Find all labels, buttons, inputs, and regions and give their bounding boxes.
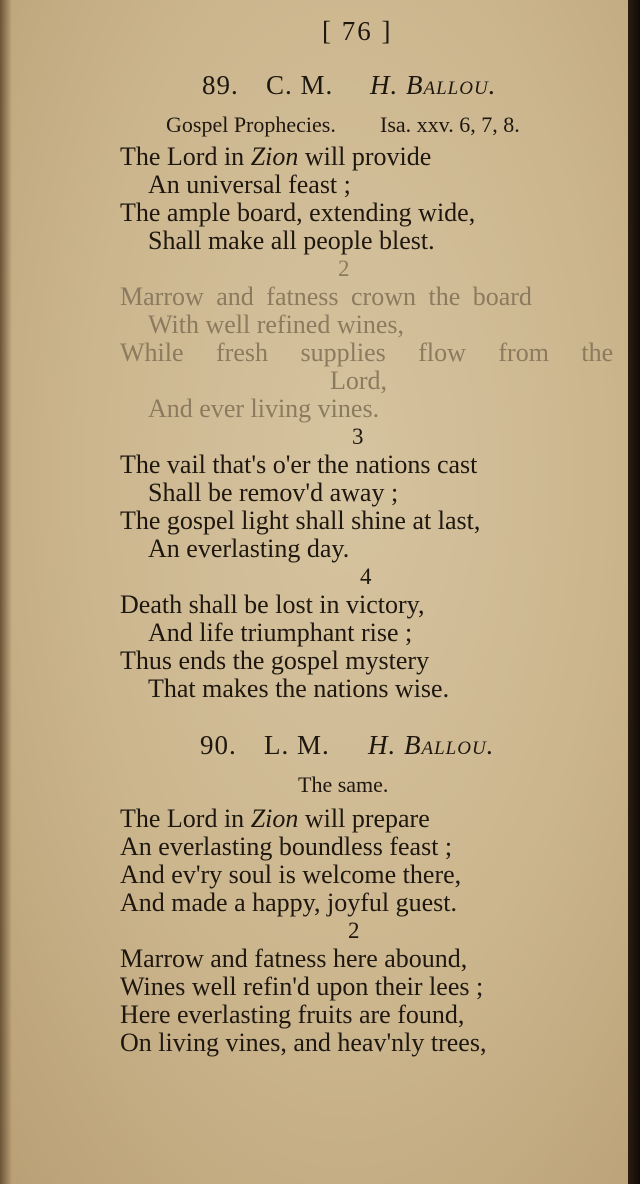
page-number: [ 76 ] bbox=[322, 16, 393, 46]
hymn-89-verse-1-line-1: The Lord in Zion will provide bbox=[120, 142, 432, 171]
hymn-90-verse-2-line-1: Marrow and fatness here abound, bbox=[120, 944, 468, 973]
hymn-89-verse-2-line-5: And ever living vines. bbox=[148, 394, 380, 423]
hymn-89-verse-2-line-4: Lord, bbox=[330, 366, 388, 395]
hymn-89-verse-2-line-2: With well refined wines, bbox=[148, 310, 404, 339]
hymn-90-verse-2-line-2: Wines well refin'd upon their lees ; bbox=[120, 972, 484, 1001]
hymn-89-verse-3-line-3: The gospel light shall shine at last, bbox=[120, 506, 481, 535]
hymn-90-header bbox=[200, 730, 494, 760]
hymn-90-number: 90. bbox=[200, 730, 237, 760]
hymn-90-verse-2-number: 2 bbox=[348, 918, 360, 943]
hymn-89-verse-1-line-4: Shall make all people blest. bbox=[148, 226, 435, 255]
hymn-89-verse-3-line-2: Shall be remov'd away ; bbox=[148, 478, 399, 507]
hymn-89-scripture: Isa. xxv. 6, 7, 8. bbox=[380, 112, 520, 137]
hymn-89-verse-4-line-2: And life triumphant rise ; bbox=[148, 618, 413, 647]
page-edge-shadow bbox=[628, 0, 640, 1184]
hymn-89-verse-1-line-2: An universal feast ; bbox=[148, 170, 351, 199]
hymn-89-verse-4-line-3: Thus ends the gospel mystery bbox=[120, 646, 430, 675]
hymn-90-verse-1-line-4: And made a happy, joyful guest. bbox=[120, 888, 457, 917]
hymn-90-meter: L. M. bbox=[264, 730, 330, 760]
hymn-89-verse-3-line-1: The vail that's o'er the nations cast bbox=[120, 450, 478, 479]
hymn-90-verse-2-line-4: On living vines, and heav'nly trees, bbox=[120, 1028, 487, 1057]
hymn-90-subject: The same. bbox=[298, 772, 389, 797]
hymn-89-verse-4-line-1: Death shall be lost in victory, bbox=[120, 590, 425, 619]
hymn-89-verse-1-line-3: The ample board, extending wide, bbox=[120, 198, 476, 227]
hymn-90-verse-2-line-3: Here everlasting fruits are found, bbox=[120, 1000, 465, 1029]
hymn-89-meter: C. M. bbox=[266, 70, 334, 100]
hymn-89-author: H. Ballou. bbox=[370, 70, 497, 100]
hymn-90-verse-1-line-3: And ev'ry soul is welcome there, bbox=[120, 860, 462, 889]
hymn-89-verse-2-number: 2 bbox=[338, 256, 350, 281]
hymn-89-subject: Gospel Prophecies. bbox=[166, 112, 336, 137]
hymn-90-verse-1-line-1: The Lord in Zion will prepare bbox=[120, 804, 430, 833]
hymn-90-author: H. Ballou. bbox=[368, 730, 495, 760]
hymn-89-verse-3-line-4: An everlasting day. bbox=[148, 534, 350, 563]
hymn-89-verse-4-line-4: That makes the nations wise. bbox=[148, 674, 450, 703]
hymn-90-verse-1-line-2: An everlasting boundless feast ; bbox=[120, 832, 453, 861]
hymn-89-verse-3-number: 3 bbox=[352, 424, 364, 449]
hymn-89-number: 89. bbox=[202, 70, 239, 100]
hymn-89-verse-2-line-3: While fresh supplies flow from the bbox=[120, 338, 614, 367]
hymn-89-verse-2-line-1: Marrow and fatness crown the board bbox=[120, 282, 532, 311]
hymn-89-header bbox=[202, 70, 496, 100]
hymn-89-verse-4-number: 4 bbox=[360, 564, 372, 589]
